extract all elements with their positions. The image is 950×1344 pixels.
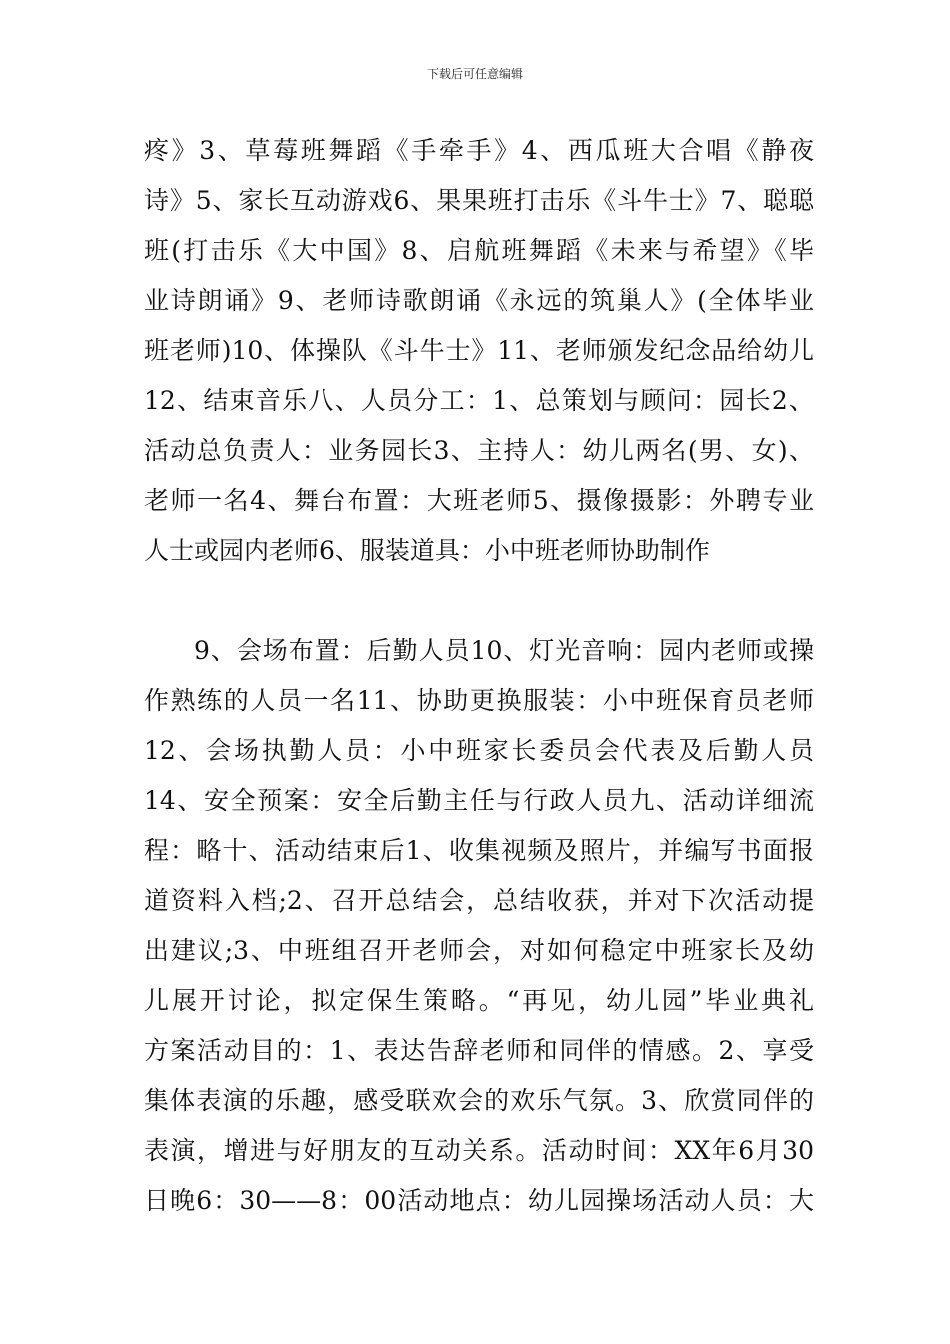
text-line: 14、安全预案：安全后勤主任与行政人员九、活动详细流 bbox=[144, 786, 814, 815]
text-line: 人士或园内老师6、服装道具：小中班老师协助制作 bbox=[144, 536, 710, 565]
text-line: 班老师)10、体操队《斗牛士》11、老师颁发纪念品给幼儿 bbox=[144, 336, 814, 365]
text-line: 程：略十、活动结束后1、收集视频及照片，并编写书面报 bbox=[144, 836, 814, 865]
text-line: 日晚6：30——8：00活动地点：幼儿园操场活动人员：大 bbox=[144, 1186, 814, 1215]
text-line: 9、会场布置：后勤人员10、灯光音响：园内老师或操 bbox=[194, 636, 814, 665]
text-line: 出建议;3、中班组召开老师会，对如何稳定中班家长及幼 bbox=[144, 936, 814, 965]
text-line: 道资料入档;2、召开总结会，总结收获，并对下次活动提 bbox=[144, 886, 814, 915]
text-line: 作熟练的人员一名11、协助更换服装：小中班保育员老师 bbox=[144, 686, 814, 715]
text-line: 12、结束音乐八、人员分工：1、总策划与顾问：园长2、 bbox=[144, 386, 814, 415]
paragraph bbox=[144, 626, 814, 1226]
page-header: 下载后可任意编辑 bbox=[426, 67, 523, 81]
text-line: 诗》5、家长互动游戏6、果果班打击乐《斗牛士》7、聪聪 bbox=[144, 186, 814, 215]
text-line: 活动总负责人：业务园长3、主持人：幼儿两名(男、女)、 bbox=[144, 436, 814, 465]
text-line: 班(打击乐《大中国》8、启航班舞蹈《未来与希望》《毕 bbox=[144, 236, 814, 265]
paragraph bbox=[144, 126, 814, 576]
text-line: 老师一名4、舞台布置：大班老师5、摄像摄影：外聘专业 bbox=[144, 486, 814, 515]
text-line: 表演，增进与好朋友的互动关系。活动时间：XX年6月30 bbox=[144, 1136, 814, 1165]
text-line: 疼》3、草莓班舞蹈《手牵手》4、西瓜班大合唱《静夜 bbox=[144, 136, 814, 165]
text-line: 12、会场执勤人员：小中班家长委员会代表及后勤人员 bbox=[144, 736, 814, 765]
text-line: 儿展开讨论，拟定保生策略。“再见，幼儿园”毕业典礼 bbox=[144, 986, 814, 1015]
text-line: 方案活动目的：1、表达告辞老师和同伴的情感。2、享受 bbox=[144, 1036, 814, 1065]
text-line: 业诗朗诵》9、老师诗歌朗诵《永远的筑巢人》(全体毕业 bbox=[144, 286, 814, 315]
text-line: 集体表演的乐趣，感受联欢会的欢乐气氛。3、欣赏同伴的 bbox=[144, 1086, 814, 1115]
